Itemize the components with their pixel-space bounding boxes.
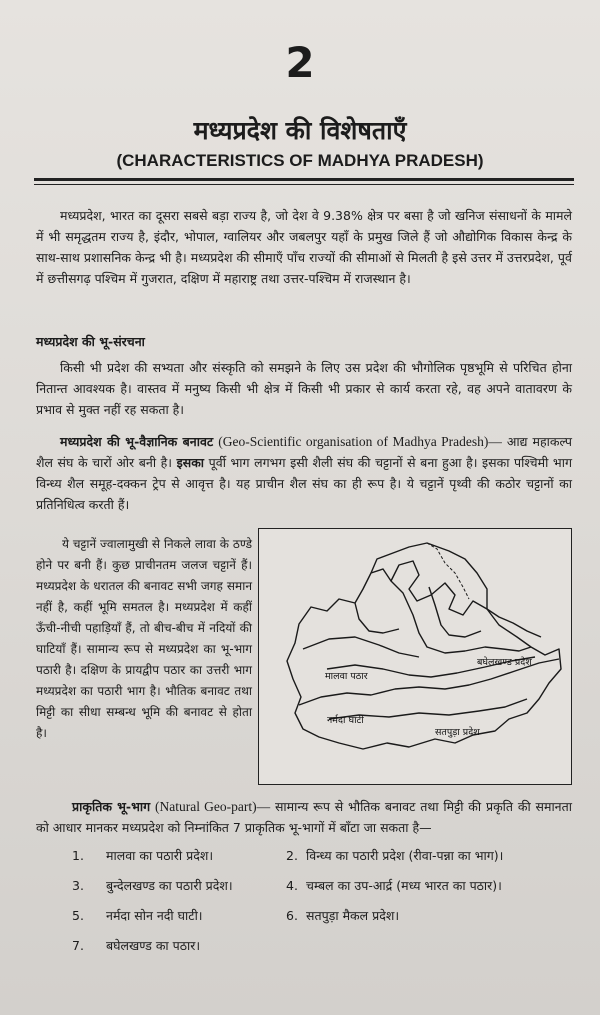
northwest-edge xyxy=(427,543,469,599)
list-item: 2. विन्ध्य का पठारी प्रदेश (रीवा-पन्ना का भाग)। xyxy=(286,848,504,863)
label-baghelkhand: बघेलखण्ड प्रदेश xyxy=(477,657,532,668)
label-malwa: मालवा पठार xyxy=(325,671,368,682)
list-item: 1. मालवा का पठारी प्रदेश। xyxy=(72,848,214,863)
label-satpura: सतपुड़ा प्रदेश xyxy=(435,727,480,738)
label-narmada: नर्मदा घाटी xyxy=(327,715,364,726)
river-line-2 xyxy=(303,637,419,657)
mp-map-figure xyxy=(258,528,572,785)
natural-paragraph xyxy=(36,796,572,838)
chapter-title-english: (CHARACTERISTICS OF MADHYA PRADESH) xyxy=(116,151,484,170)
river-line-1 xyxy=(391,581,531,653)
natural-text: सामान्य रूप से भौतिक बनावट तथा मिट्टी की प्रकृति की समानता को आधार मानकर मध्यप्रदेश को निम्नांकित 7 प्राकृतिक भू-भागों में बाँटा जा सकता है— xyxy=(36,799,572,835)
geo-text: पूर्वी भाग लगभग इसी शैली संघ की चट्टानों से बना हुआ है। इसका पश्चिमी भाग विन्ध्य शैल समूह-दक्कन ट्रेप से आवृत्त है। यह प्राचीन शैल संघ का ही रूप है। ये चट्टानें पृथ्वी की कठोर चट्टानों का प्रतिनिधित्व करती हैं। xyxy=(36,455,572,512)
side-paragraph: ये चट्टानें ज्वालामुखी से निकले लावा के ठण्डे होने पर बनी हैं। कुछ प्राचीनतम जलज चट्टानें हैं। मध्यप्रदेश के धरातल की बनावट सभी जगह समान नहीं है, कहीं भूमि समतल है। मध्यप्रदेश में कहीं ऊँची-नीची पहाड़ियाँ हैं, तो बीच-बीच में नदियों की घाटियाँ हैं। सामान्य रूप से मध्यप्रदेश का भू-भाग पठारी है। दक्षिण के प्रायद्वीप पठार का उत्तरी भाग मध्यप्रदेश का पठारी भाग है। भौतिक बनावट तथा मिट्टी का सीधा सम्बन्ध भूमि की बनावट से होता है। xyxy=(36,537,252,740)
geo-heading: मध्यप्रदेश की भू-वैज्ञानिक बनावट xyxy=(60,434,214,449)
natural-heading-english: (Natural Geo-part)— xyxy=(154,799,271,814)
list-item: 3. बुन्देलखण्ड का पठारी प्रदेश। xyxy=(72,878,233,893)
natural-heading: प्राकृतिक भू-भाग xyxy=(72,799,151,814)
list-item: 5. नर्मदा सोन नदी घाटी। xyxy=(72,908,203,923)
structure-paragraph: किसी भी प्रदेश की सभ्यता और संस्कृति को समझने के लिए उस प्रदेश की भौगोलिक पृष्ठभूमि से परिचित होना नितान्त आवश्यक है। वास्तव में मनुष्य किसी भी क्षेत्र में किसी भी प्रकार से कार्य करता रहे, वह अपने वातावरण के प्रभाव से मुक्त नहीं रह सकता है। xyxy=(36,360,572,417)
chapter-number: 2 xyxy=(285,38,315,87)
geo-paragraph xyxy=(36,431,572,515)
chambal-line xyxy=(355,603,399,633)
geo-heading-english: (Geo-Scientific organisation of Madhya Pradesh)— xyxy=(218,434,502,449)
geo-lead: आद्य महाकल्प शैल संघ के चारों ओर बनी है। xyxy=(36,434,572,470)
baghel-line xyxy=(487,609,541,637)
list-item: 6. सतपुड़ा मैकल प्रदेश। xyxy=(286,908,400,923)
section-heading-structure: मध्यप्रदेश की भू-संरचना xyxy=(36,334,145,349)
title-rule-thick xyxy=(34,178,574,181)
chapter-title-hindi: मध्यप्रदेश की विशेषताएँ xyxy=(193,116,407,145)
list-item: 4. चम्बल का उप-आर्द्र (मध्य भारत का पठार)। xyxy=(286,878,502,893)
intro-paragraph: मध्यप्रदेश, भारत का दूसरा सबसे बड़ा राज्य है, जो देश वे 9.38% क्षेत्र पर बसा है जो खनिज संसाधनों के मामले में भी समृद्धतम राज्य है, इंदौर, भोपाल, ग्वालियर और जबलपुर यहाँ के प्रमुख जिले हैं जो औद्योगिक विकास केन्द्र के साथ-साथ प्रशासनिक केन्द्र भी है। मध्यप्रदेश की सीमाएँ पाँच राज्यों की सीमाओं से मिलती है इसे उत्तर में उत्तरप्रदेश, पूर्व में छत्तीसगढ़ पश्चिम में गुजरात, दक्षिण में महाराष्ट्र तथा उत्तर-पश्चिम में राजस्थान है। xyxy=(36,208,572,286)
title-rule-thin xyxy=(34,184,574,185)
geo-bold-lead: इसका xyxy=(176,455,205,470)
list-item: 7. बघेलखण्ड का पठार। xyxy=(72,938,201,953)
